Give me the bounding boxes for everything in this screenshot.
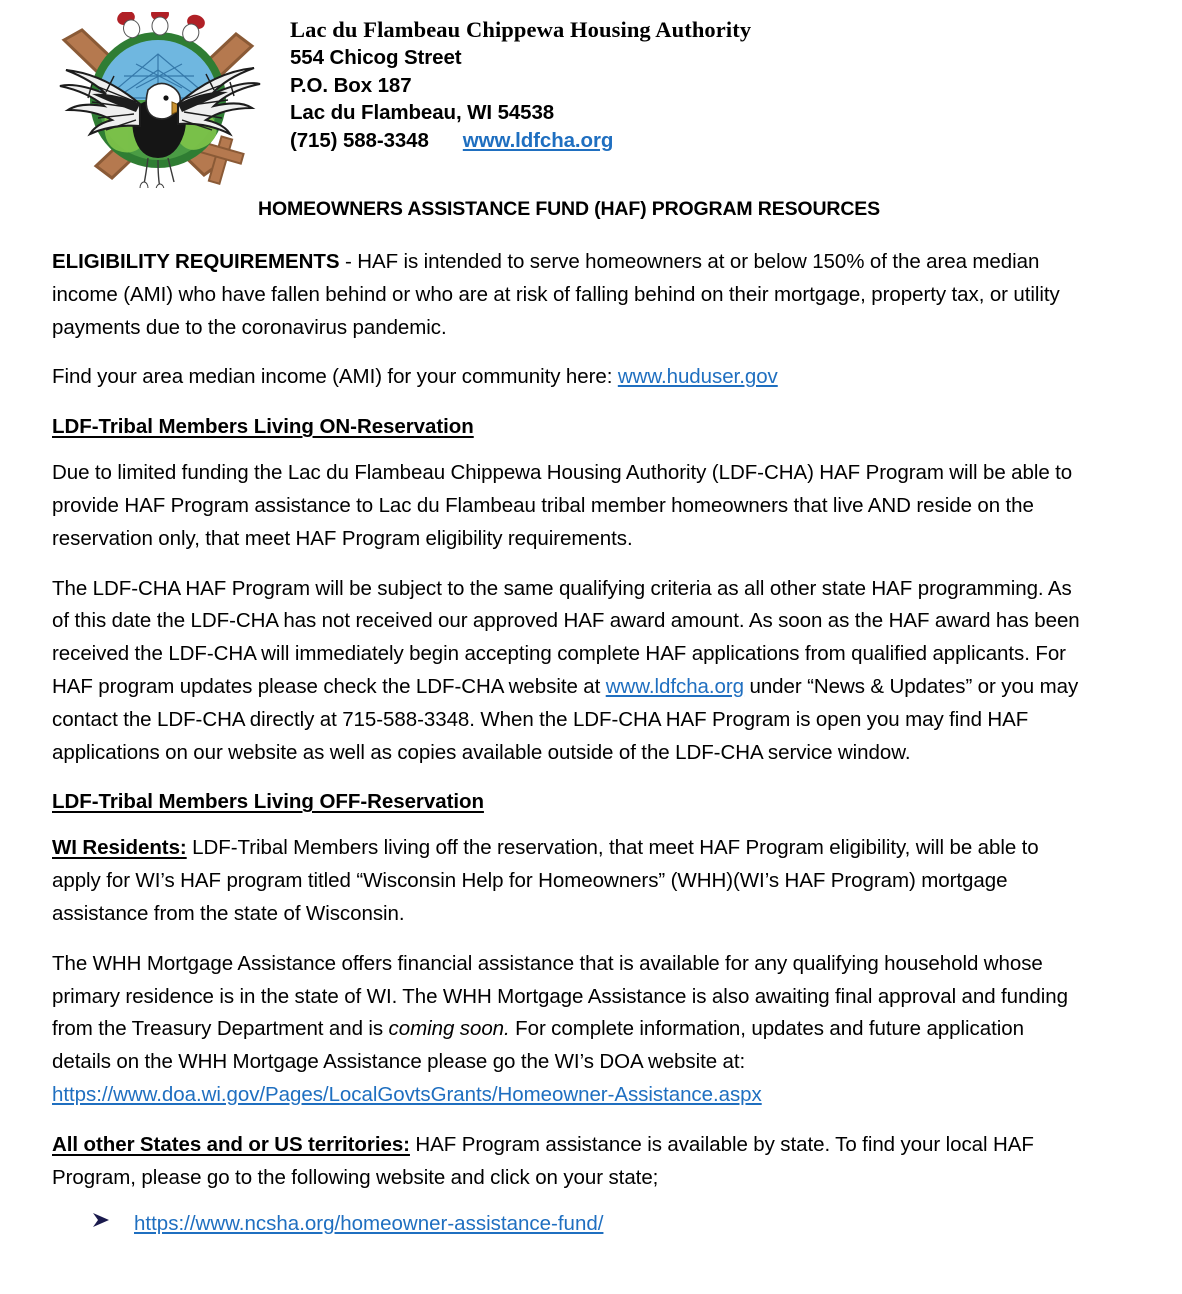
letterhead-text-block (290, 16, 990, 154)
whh-mortgage-assistance-paragraph (52, 948, 1086, 1112)
whh-part-2: For complete information, updates and future application details on the WHH Mortgage Assistance please go the WI’s DOA website at: (52, 1017, 1024, 1074)
ncsha-link[interactable]: https://www.ncsha.org/homeowner-assistance-fund/ (134, 1212, 604, 1236)
organization-name: Lac du Flambeau Chippewa Housing Authority (290, 17, 752, 42)
whh-part-1: The WHH Mortgage Assistance offers financial assistance that is available for any qualifying household whose primary residence is in the state of WI. The WHH Mortgage Assistance is also awaiting final approval and funding from the Treasury Department and is (52, 951, 1068, 1041)
letterhead (0, 0, 1182, 190)
website-link[interactable]: www.ldfcha.org (462, 128, 614, 152)
section-heading-off-reservation (52, 786, 1086, 818)
wi-residents-body-text: LDF-Tribal Members living off the reservation, that meet HAF Program eligibility, will be able to apply for WI’s HAF program titled “Wisconsin Help for Homeowners” (WHH)(WI’s HAF Program) mortgage assistance from the state of Wisconsin. (52, 836, 1039, 925)
huduser-link[interactable]: www.huduser.gov (617, 365, 778, 389)
other-states-body-text: HAF Program assistance is available by state. To find your local HAF Program, please go to the following website and click on your state; (52, 1132, 1034, 1189)
section-heading-off-reservation-text: LDF-Tribal Members Living OFF-Reservation (52, 790, 484, 814)
on-reservation-paragraph-1: Due to limited funding the Lac du Flambeau Chippewa Housing Authority (LDF-CHA) HAF Program will be able to provide HAF Program assistance to Lac du Flambeau tribal member homeowners that live AND reside on the reservation only, that meet HAF Program eligibility requirements. (52, 461, 1073, 550)
ldfcha-body-link[interactable]: www.ldfcha.org (605, 674, 745, 698)
phone-number: (715) 588-3348 (290, 128, 429, 152)
eligibility-lead-in: ELIGIBILITY REQUIREMENTS (52, 250, 340, 273)
section-heading-on-reservation-text: LDF-Tribal Members Living ON-Reservation (52, 415, 474, 439)
ami-lookup-text: Find your area median income (AMI) for your community here: (52, 365, 618, 389)
arrowhead-bullet-icon (90, 1209, 112, 1235)
on-reservation-paragraph-2-part-1: The LDF-CHA HAF Program will be subject to the same qualifying criteria as all other state HAF programming. As of this date the LDF-CHA has not received our approved HAF award amount. As soon as the HAF award has been received the LDF-CHA will immediately begin accepting complete HAF applications from qualified applicants. For HAF program updates please check the LDF-CHA website at (52, 576, 1080, 698)
doa-wisconsin-link[interactable]: https://www.doa.wi.gov/Pages/LocalGovtsGrants/Homeowner-Assistance.aspx (52, 1082, 762, 1106)
on-reservation-paragraph-2-part-2: under “News & Updates” or you may contact the LDF-CHA directly at 715-588-3348. When the LDF-CHA HAF Program is open you may find HAF applications on our website as well as copies available outside of the LDF-CHA service window. (52, 674, 1079, 764)
eligibility-paragraph (52, 246, 1086, 344)
eligibility-body-text: - HAF is intended to serve homeowners at or below 150% of the area median income (AMI) who have fallen behind or who are at risk of falling behind on their mortgage, property tax, or utility payments due to the coronavirus pandemic. (52, 250, 1060, 339)
wi-residents-paragraph (52, 832, 1086, 930)
wi-residents-lead-in: WI Residents: (52, 836, 187, 860)
section-heading-on-reservation (52, 411, 1086, 443)
contact-line (290, 127, 990, 155)
address-line-2: P.O. Box 187 (290, 73, 412, 97)
other-states-paragraph (52, 1129, 1086, 1195)
address-line-3: Lac du Flambeau, WI 54538 (290, 101, 555, 124)
address-line-1: 554 Chicog Street (290, 46, 462, 69)
whh-coming-soon-emphasis: coming soon. (388, 1017, 510, 1041)
list-item (52, 1208, 1086, 1240)
on-reservation-paragraph-2 (52, 573, 1086, 770)
document-body (52, 196, 1086, 1240)
tribal-seal-eagle-globe-logo (44, 12, 272, 188)
other-states-lead-in: All other States and or US territories: (52, 1132, 410, 1156)
page-title: HOMEOWNERS ASSISTANCE FUND (HAF) PROGRAM RESOURCES (258, 198, 880, 220)
ami-lookup-paragraph (52, 361, 1086, 394)
resource-links-list (52, 1208, 1086, 1240)
